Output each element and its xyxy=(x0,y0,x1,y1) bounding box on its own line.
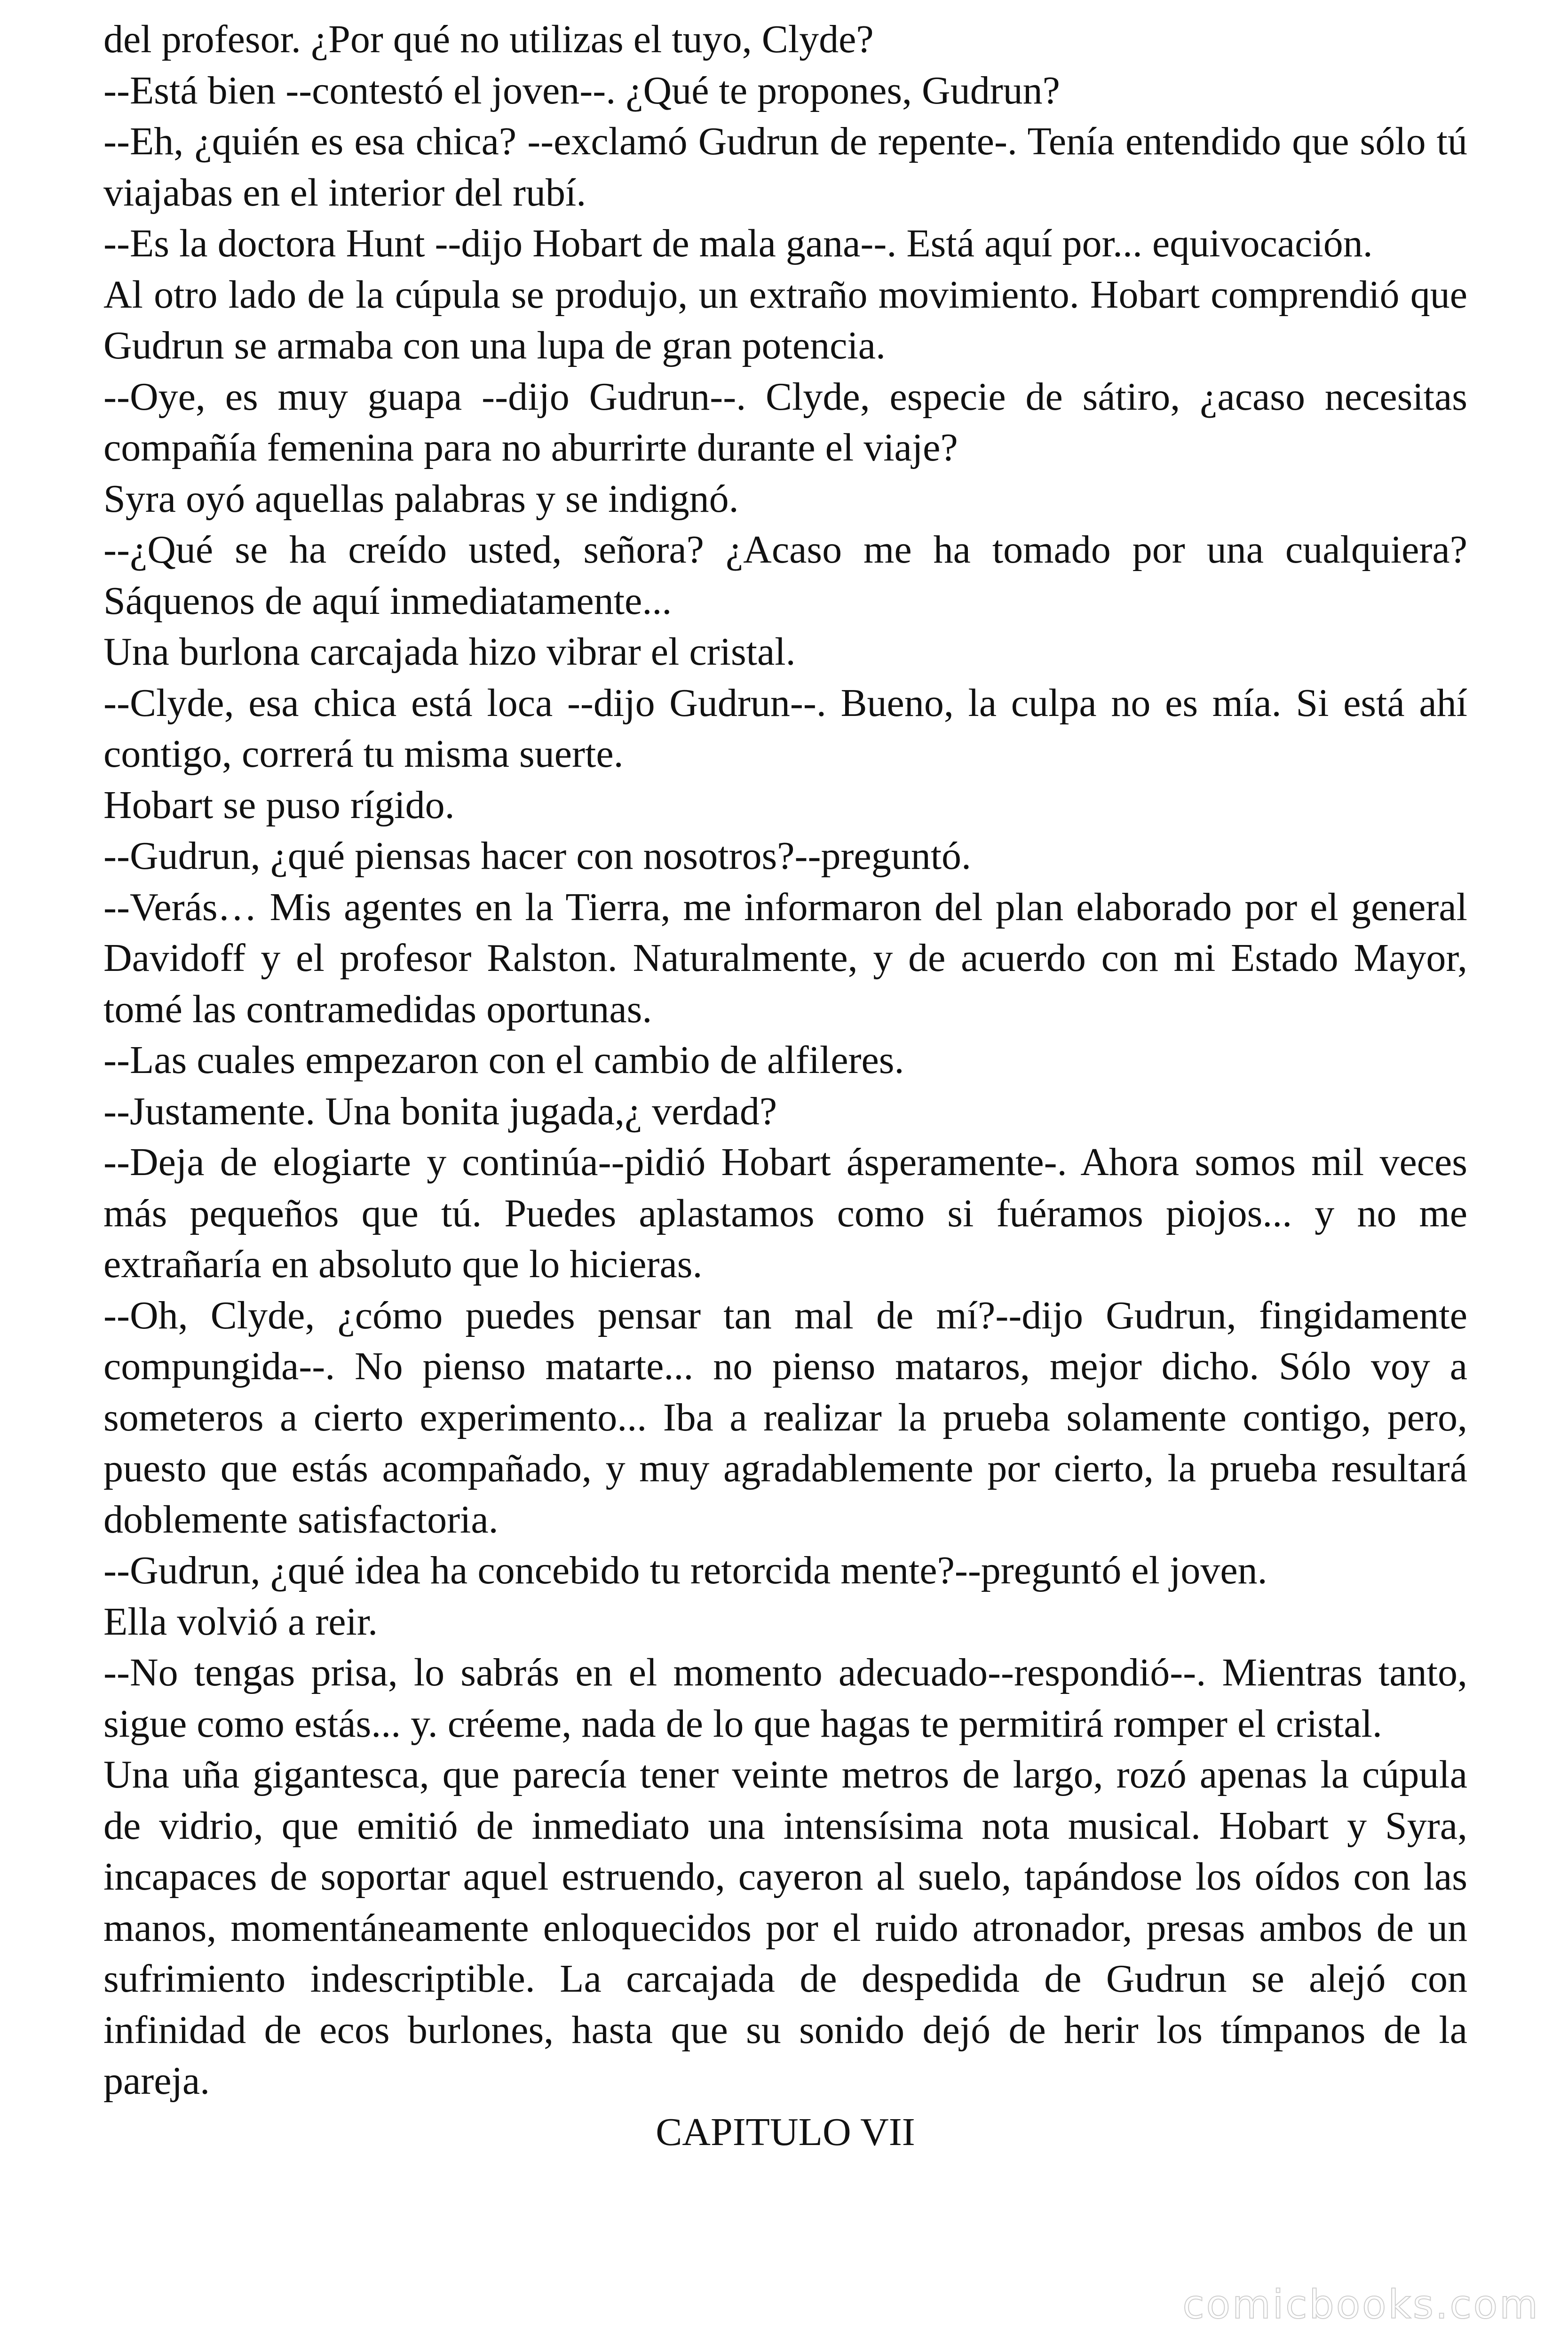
paragraph: Hobart se puso rígido. xyxy=(103,783,455,827)
paragraph: Ella volvió a reir. xyxy=(103,1599,378,1644)
paragraph: --¿Qué se ha creído usted, señora? ¿Acaso me ha tomado por una cualquiera? Sáquenos de aquí inmediatamente... xyxy=(103,528,1467,623)
paragraph: --Oye, es muy guapa --dijo Gudrun--. Clyde, especie de sátiro, ¿acaso necesitas compañía femenina para no aburrirte durante el viaje? xyxy=(103,374,1467,469)
paragraph: --Clyde, esa chica está loca --dijo Gudrun--. Bueno, la culpa no es mía. Si está ahí contigo, correrá tu misma suerte. xyxy=(103,681,1467,776)
paragraph: --Deja de elogiarte y continúa--pidió Hobart ásperamente-. Ahora somos mil veces más pequeños que tú. Puedes aplastamos como si fuéramos piojos... y no me extrañaría en absoluto que lo hicieras. xyxy=(103,1140,1467,1286)
paragraph: --Es la doctora Hunt --dijo Hobart de mala gana--. Está aquí por... equivocación. xyxy=(103,222,1373,265)
body-text xyxy=(103,14,1467,2158)
paragraph: Una burlona carcajada hizo vibrar el cristal. xyxy=(103,630,796,674)
paragraph: --Oh, Clyde, ¿cómo puedes pensar tan mal de mí?--dijo Gudrun, fingidamente compungida--. No pienso matarte... no pienso mataros, mejor dicho. Sólo voy a someteros a cierto experimento... Iba a realizar la prueba solamente contigo, pero, puesto que estás acompañado, y muy agradablemente por cierto, la prueba resultará doblemente satisfactoria. xyxy=(103,1293,1467,1542)
paragraph: del profesor. ¿Por qué no utilizas el tuyo, Clyde? xyxy=(103,17,874,61)
chapter-heading: CAPITULO VII xyxy=(656,2110,915,2154)
paragraph: --Justamente. Una bonita jugada,¿ verdad? xyxy=(103,1089,777,1133)
paragraph: --Está bien --contestó el joven--. ¿Qué te propones, Gudrun? xyxy=(103,68,1060,112)
paragraph: --Verás… Mis agentes en la Tierra, me informaron del plan elaborado por el general Davidoff y el profesor Ralston. Naturalmente, y de acuerdo con mi Estado Mayor, tomé las contramedidas oportunas. xyxy=(103,885,1467,1031)
paragraph: Una uña gigantesca, que parecía tener veinte metros de largo, rozó apenas la cúpula de vidrio, que emitió de inmediato una intensísima nota musical. Hobart y Syra, incapaces de soportar aquel estruendo, cayeron al suelo, tapándose los oídos con las manos, momentáneamente enloquecidos por el ruido atronador, presas ambos de un sufrimiento indescriptible. La carcajada de despedida de Gudrun se alejó con infinidad de ecos burlones, hasta que su sonido dejó de herir los tímpanos de la pareja. xyxy=(103,1753,1467,2103)
paragraph: --No tengas prisa, lo sabrás en el momento adecuado--respondió--. Mientras tanto, sigue como estás... y. créeme, nada de lo que hagas te permitirá romper el cristal. xyxy=(103,1651,1467,1746)
paragraph: --Gudrun, ¿qué piensas hacer con nosotros?--preguntó. xyxy=(103,834,972,878)
paragraph: --Gudrun, ¿qué idea ha concebido tu retorcida mente?--preguntó el joven. xyxy=(103,1549,1267,1592)
page-content xyxy=(103,14,1467,2272)
paragraph: --Las cuales empezaron con el cambio de alfileres. xyxy=(103,1038,904,1082)
paragraph: Al otro lado de la cúpula se produjo, un extraño movimiento. Hobart comprendió que Gudrun se armaba con una lupa de gran potencia. xyxy=(103,272,1467,367)
paragraph: Syra oyó aquellas palabras y se indignó. xyxy=(103,477,739,521)
watermark: comicbooks.com xyxy=(1182,2281,1540,2328)
paragraph: --Eh, ¿quién es esa chica? --exclamó Gudrun de repente-. Tenía entendido que sólo tú viajabas en el interior del rubí. xyxy=(103,119,1467,215)
